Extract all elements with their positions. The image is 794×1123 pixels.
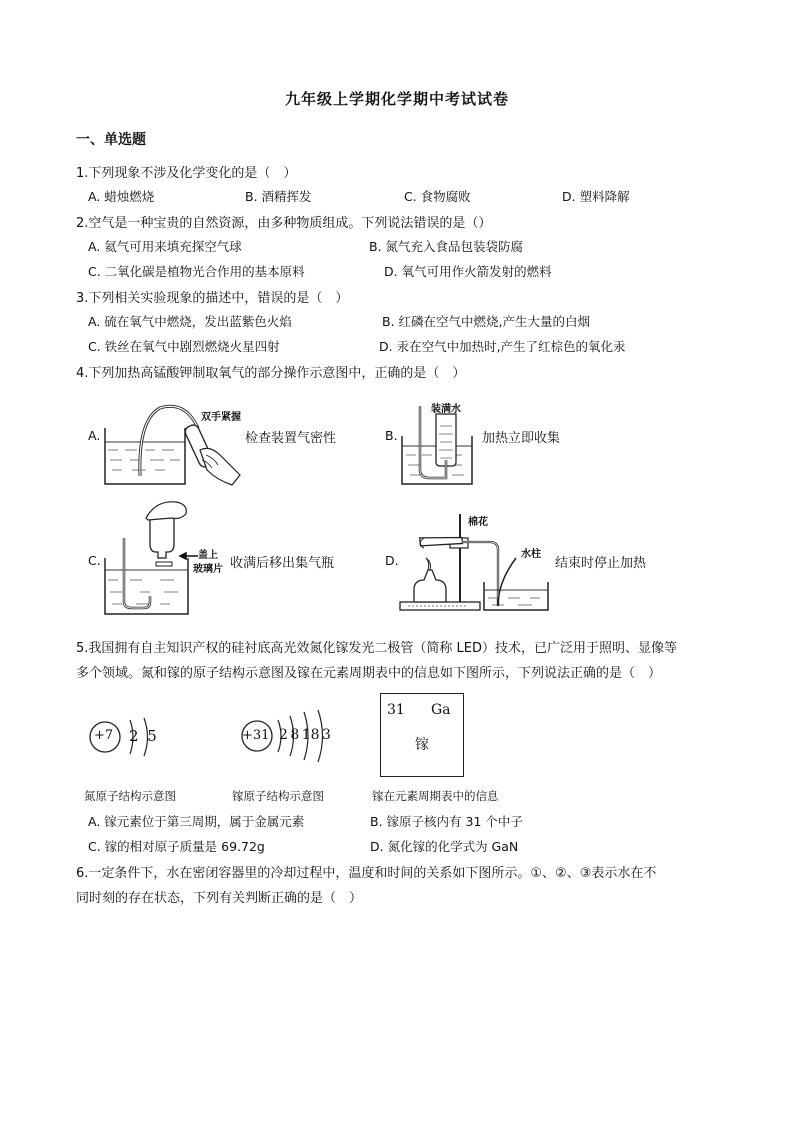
- element-name: 镓: [415, 737, 429, 753]
- question-4-option-d-letter[interactable]: D.: [385, 553, 399, 568]
- question-3-option-c[interactable]: C. 铁丝在氧气中剧烈燃烧火星四射: [88, 339, 280, 354]
- question-1-stem: 1.下列现象不涉及化学变化的是（ ）: [76, 166, 297, 181]
- nitrogen-diagram-caption: 氮原子结构示意图: [84, 789, 176, 803]
- atomic-number: 31: [387, 702, 405, 718]
- question-4-option-d-text: 结束时停止加热: [555, 556, 647, 571]
- question-4-option-c-letter[interactable]: C.: [88, 553, 101, 568]
- nitrogen-electron-shells: 2 5: [129, 727, 159, 745]
- gallium-diagram-caption: 镓原子结构示意图: [232, 789, 324, 803]
- question-3-stem: 3.下列相关实验现象的描述中，错误的是（ ）: [76, 291, 349, 306]
- question-5-stem-line-1: 5.我国拥有自主知识产权的硅衬底高光效氮化镓发光二极管（简称 LED）技术，已广泛用于照明、显像等: [76, 641, 678, 656]
- section-heading: 一、单选题: [76, 132, 146, 148]
- question-2-stem: 2.空气是一种宝贵的自然资源，由多种物质组成。下列说法错误的是（）: [76, 216, 492, 231]
- question-3-option-b[interactable]: B. 红磷在空气中燃烧,产生大量的白烟: [382, 314, 590, 329]
- question-3-option-d[interactable]: D. 汞在空气中加热时,产生了红棕色的氧化汞: [379, 339, 626, 354]
- question-1-option-c[interactable]: C. 食物腐败: [404, 189, 471, 204]
- question-4-option-a-text: 检查装置气密性: [245, 431, 337, 446]
- question-2-option-d[interactable]: D. 氧气可用作火箭发射的燃料: [384, 264, 552, 279]
- nitrogen-nucleus-charge: +7: [94, 728, 114, 743]
- question-1-option-d[interactable]: D. 塑料降解: [562, 189, 630, 204]
- question-5-option-d[interactable]: D. 氮化镓的化学式为 GaN: [370, 839, 519, 854]
- glass-plate-label: 玻璃片: [193, 564, 223, 575]
- question-1-option-b[interactable]: B. 酒精挥发: [245, 189, 312, 204]
- question-2-option-a[interactable]: A. 氦气可用来填充探空气球: [88, 239, 242, 254]
- question-4-option-a-letter[interactable]: A.: [88, 428, 101, 443]
- periodic-table-cell: [380, 693, 464, 777]
- element-symbol: Ga: [431, 702, 451, 718]
- question-2-option-c[interactable]: C. 二氧化碳是植物光合作用的基本原料: [88, 264, 305, 279]
- question-4-option-c-text: 收满后移出集气瓶: [230, 556, 335, 571]
- question-4-stem: 4.下列加热高锰酸钾制取氧气的部分操作示意图中，正确的是（ ）: [76, 366, 466, 381]
- question-1-option-a[interactable]: A. 蜡烛燃烧: [88, 189, 155, 204]
- question-6-stem-line-2: 同时刻的存在状态，下列有关判断正确的是（ ）: [76, 891, 363, 906]
- full-water-label: 装满水: [431, 404, 461, 415]
- water-column-label: 水柱: [521, 549, 541, 560]
- question-5-option-b[interactable]: B. 镓原子核内有 31 个中子: [370, 814, 523, 829]
- cotton-label: 棉花: [468, 517, 488, 528]
- cover-label: 盖上: [198, 550, 218, 561]
- question-4-option-b-text: 加热立即收集: [482, 431, 561, 446]
- hand-grip-label: 双手紧握: [201, 412, 241, 423]
- question-5-option-c[interactable]: C. 镓的相对原子质量是 69.72g: [88, 839, 265, 854]
- page-title: 九年级上学期化学期中考试试卷: [284, 90, 509, 108]
- question-6-stem-line-1: 6.一定条件下，水在密闭容器里的冷却过程中，温度和时间的关系如下图所示。①、②、③表示水在不: [76, 866, 657, 881]
- question-5-stem-line-2: 多个领域。氮和镓的原子结构示意图及镓在元素周期表中的信息如下图所示，下列说法正确的是（ ）: [76, 666, 662, 681]
- question-5-option-a[interactable]: A. 镓元素位于第三周期，属于金属元素: [88, 814, 305, 829]
- gallium-nucleus-charge: +31: [242, 728, 270, 743]
- question-2-option-b[interactable]: B. 氮气充入食品包装袋防腐: [369, 239, 524, 254]
- periodic-info-caption: 镓在元素周期表中的信息: [372, 789, 499, 803]
- question-3-option-a[interactable]: A. 硫在氧气中燃烧，发出蓝紫色火焰: [88, 314, 292, 329]
- gallium-electron-shells: 2 8 18 3: [279, 727, 331, 743]
- question-4-option-b-letter[interactable]: B.: [385, 428, 398, 443]
